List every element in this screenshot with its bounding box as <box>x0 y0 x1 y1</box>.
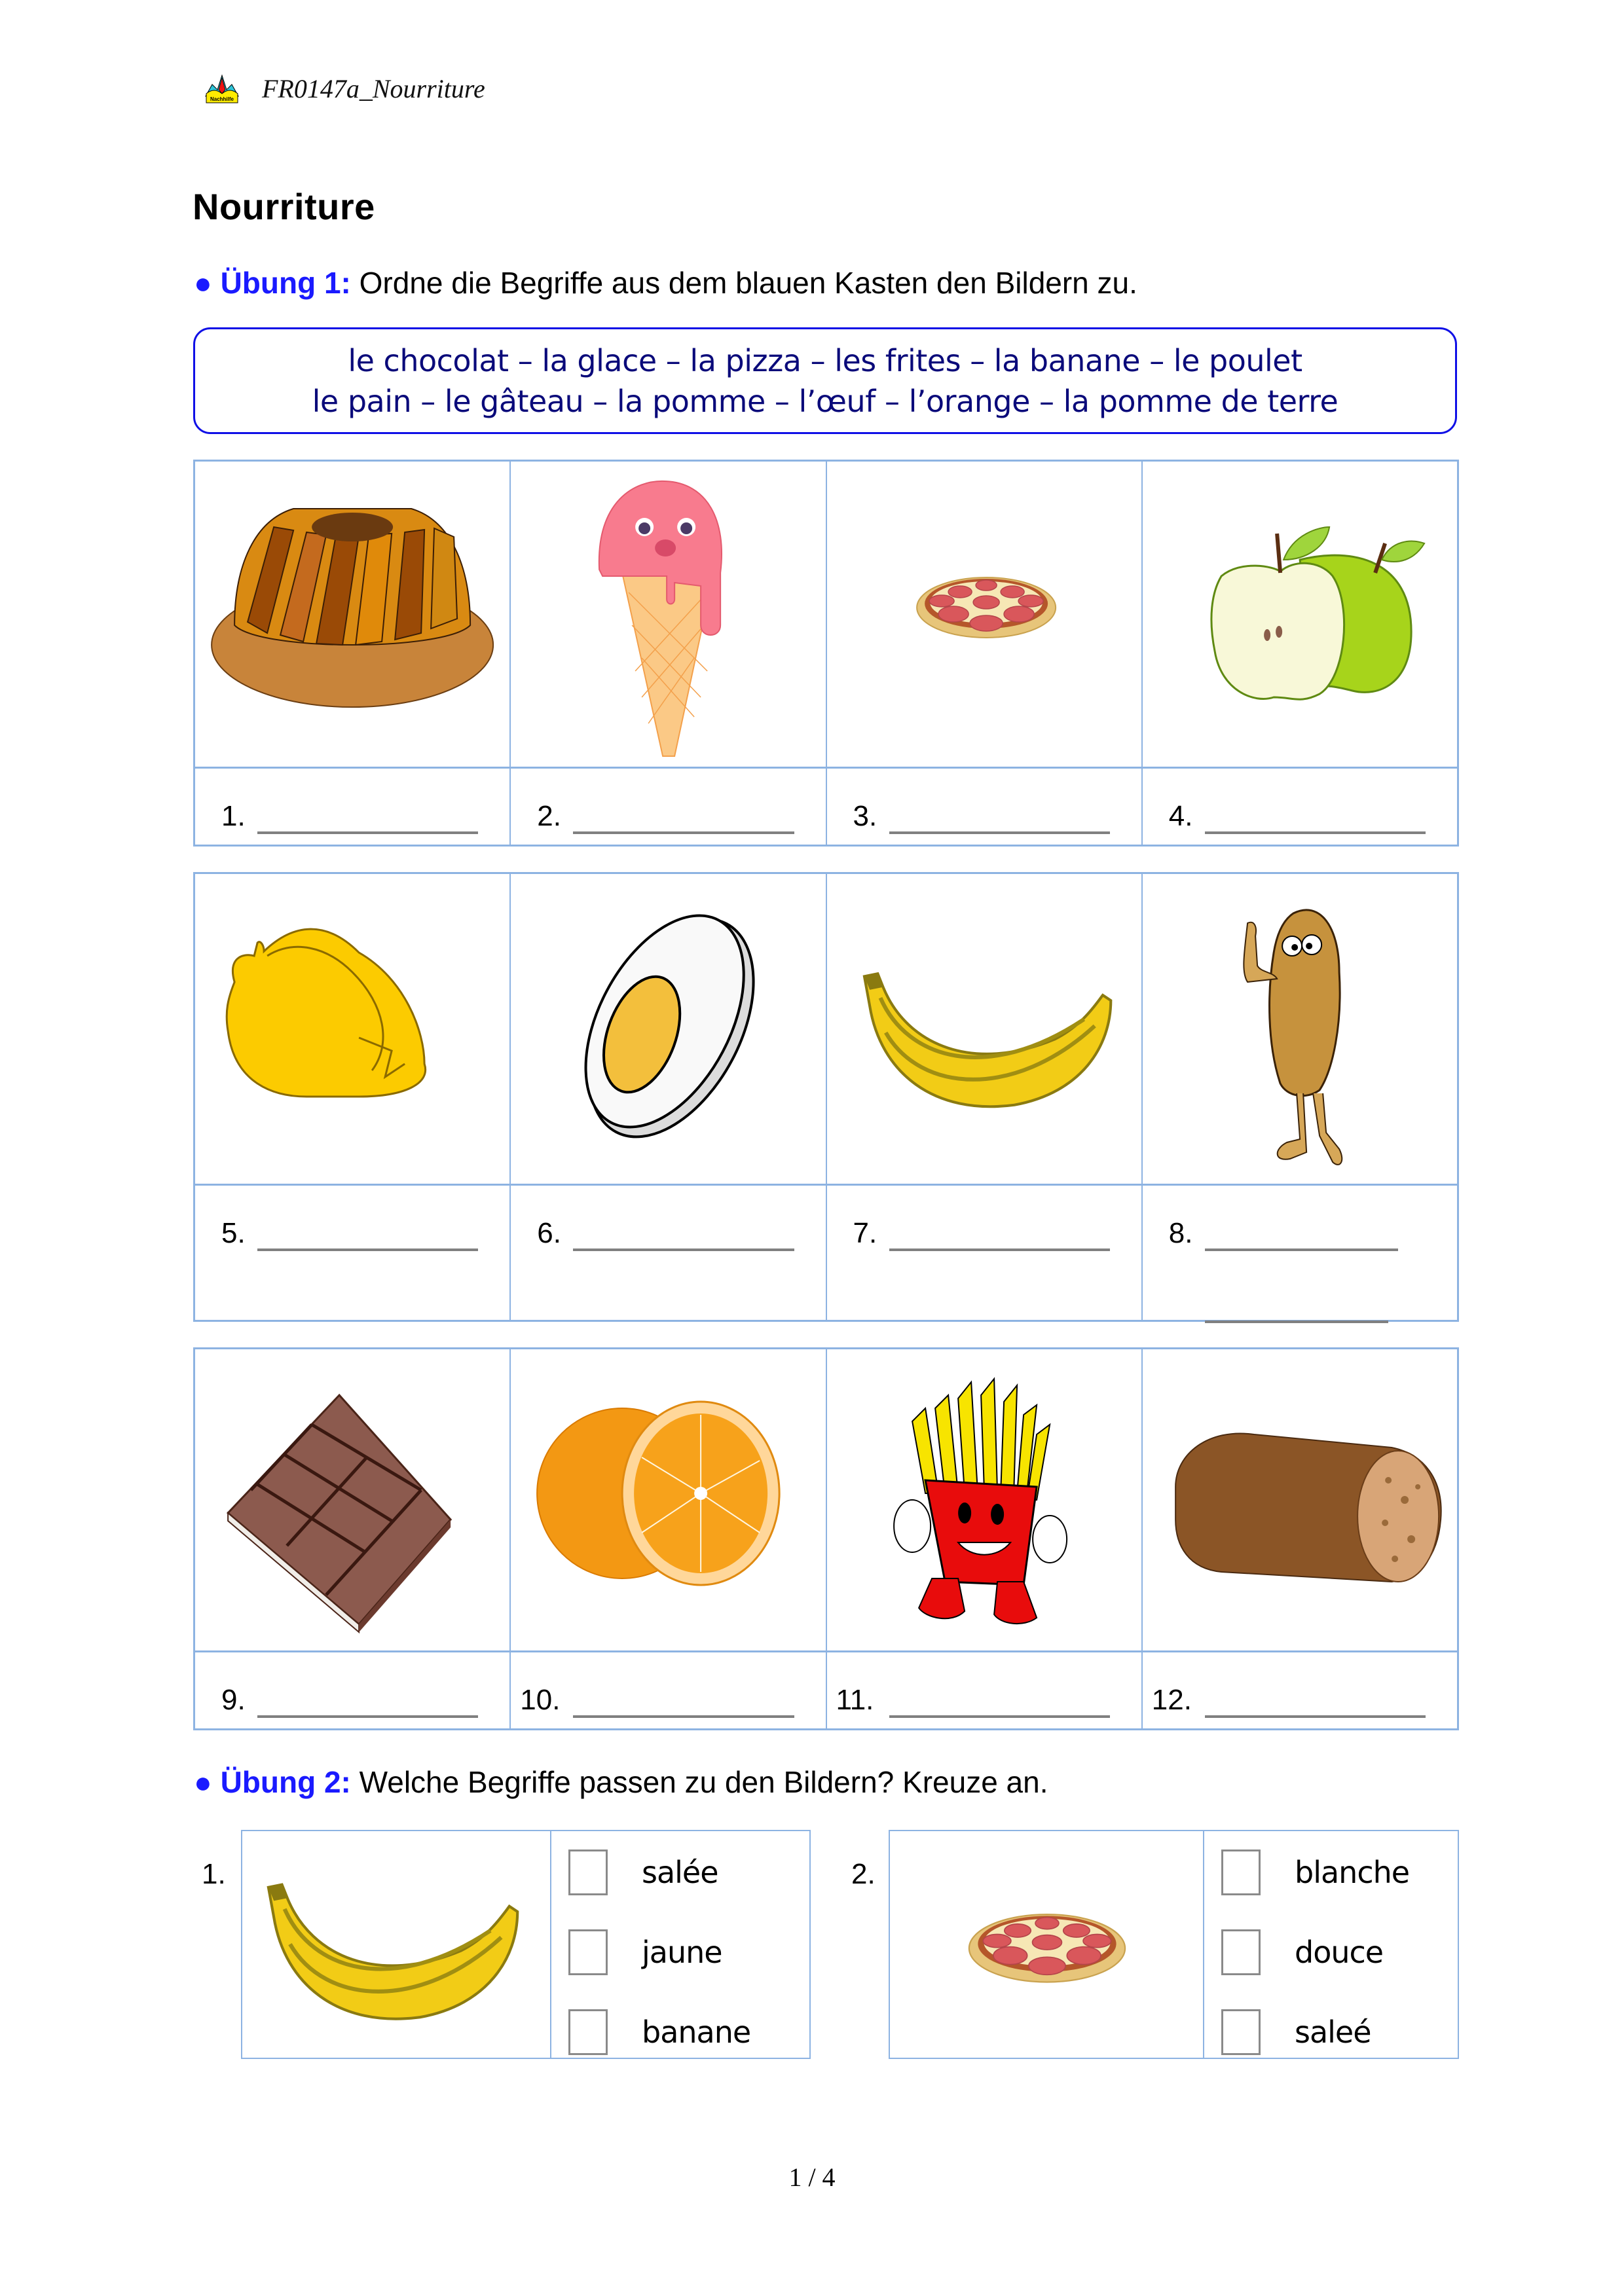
question-1-picture <box>242 1831 551 2058</box>
item-number: 4. <box>1168 800 1193 832</box>
option-label: salée <box>642 1855 718 1890</box>
question-2-picture <box>890 1831 1204 2058</box>
item-number: 12. <box>1151 1684 1192 1716</box>
option-label: douce <box>1295 1935 1384 1970</box>
answer-blank-7[interactable] <box>889 1248 1110 1251</box>
banana-icon <box>242 1831 550 2058</box>
picture-cell-7 <box>827 874 1143 1184</box>
item-number: 9. <box>221 1684 246 1716</box>
ice-cream-cone-icon <box>511 462 825 767</box>
picture-cell-9 <box>195 1349 511 1650</box>
answer-cell-12 <box>1143 1652 1457 1728</box>
answer-blank-5[interactable] <box>257 1248 478 1251</box>
option-salee-2[interactable] <box>1221 2009 1371 2055</box>
option-salee[interactable] <box>568 1850 718 1895</box>
answer-blank-3[interactable] <box>889 831 1110 834</box>
checkbox[interactable] <box>1221 2009 1261 2055</box>
checkbox[interactable] <box>568 1929 608 1975</box>
item-number: 8. <box>1168 1217 1193 1249</box>
option-label: jaune <box>642 1935 722 1970</box>
pizza-icon <box>827 462 1141 767</box>
picture-grid-3 <box>193 1347 1459 1730</box>
exercise1-label: Übung 1: <box>220 266 351 300</box>
green-apples-icon <box>1143 462 1457 767</box>
nachhilfe-logo <box>204 74 240 104</box>
pizza-icon <box>890 1831 1203 2058</box>
french-fries-character-icon <box>827 1349 1141 1650</box>
orange-icon <box>511 1349 825 1650</box>
item-number: 1. <box>221 800 246 832</box>
answer-blank-1[interactable] <box>257 831 478 834</box>
answer-cell-8 <box>1143 1186 1457 1320</box>
banana-icon <box>827 874 1141 1184</box>
answer-cell-7 <box>827 1186 1143 1320</box>
page-number: 1 / 4 <box>788 2162 836 2192</box>
option-douce[interactable] <box>1221 1929 1383 1975</box>
checkbox[interactable] <box>1221 1929 1261 1975</box>
bullet-icon: ● <box>194 266 212 300</box>
picture-cell-11 <box>827 1349 1143 1650</box>
checkbox[interactable] <box>568 2009 608 2055</box>
answer-cell-1 <box>195 769 511 845</box>
answer-blank-10[interactable] <box>573 1715 794 1718</box>
answer-blank-2[interactable] <box>573 831 794 834</box>
picture-cell-4 <box>1143 462 1457 767</box>
question-2-box <box>889 1830 1459 2059</box>
page-title: Nourriture <box>193 186 375 227</box>
answer-blank-11[interactable] <box>889 1715 1110 1718</box>
option-blanche[interactable] <box>1221 1850 1409 1895</box>
option-label: blanche <box>1295 1855 1410 1890</box>
question-1-options <box>551 1831 809 2058</box>
document-id: FR0147a_Nourriture <box>262 74 485 103</box>
exercise1-heading <box>194 265 1137 301</box>
item-number: 7. <box>853 1217 877 1249</box>
picture-grid-1 <box>193 460 1459 847</box>
chocolate-bar-icon <box>195 1349 509 1650</box>
option-jaune[interactable] <box>568 1929 722 1975</box>
answer-cell-6 <box>511 1186 826 1320</box>
answer-blank-9[interactable] <box>257 1715 478 1718</box>
question-1-box <box>241 1830 811 2059</box>
word-box <box>193 327 1457 434</box>
item-number: 2. <box>537 800 561 832</box>
svg-text:Nachhilfe: Nachhilfe <box>210 96 234 102</box>
item-number: 6. <box>537 1217 561 1249</box>
answer-blank-8b[interactable] <box>1205 1321 1388 1323</box>
option-label: banane <box>642 2014 751 2050</box>
question-number-1: 1. <box>202 1858 226 1890</box>
answer-blank-6[interactable] <box>573 1248 794 1251</box>
answer-cell-4 <box>1143 769 1457 845</box>
exercise2-label: Übung 2: <box>220 1765 351 1799</box>
picture-grid-2 <box>193 872 1459 1322</box>
potato-character-icon <box>1143 874 1457 1184</box>
option-label: saleé <box>1295 2014 1371 2050</box>
item-number: 11. <box>836 1684 874 1716</box>
picture-cell-10 <box>511 1349 826 1650</box>
answer-cell-10 <box>511 1652 826 1728</box>
picture-cell-12 <box>1143 1349 1457 1650</box>
answer-cell-5 <box>195 1186 511 1320</box>
gugelhupf-cake-icon <box>195 462 509 767</box>
picture-cell-3 <box>827 462 1143 767</box>
answer-blank-12[interactable] <box>1205 1715 1426 1718</box>
question-2-options <box>1204 1831 1458 2058</box>
answer-cell-3 <box>827 769 1143 845</box>
item-number: 5. <box>221 1217 246 1249</box>
word-box-line-2: le pain – le gâteau – la pomme – l’œuf – l’orange – la pomme de terre <box>312 383 1338 419</box>
exercise2-heading <box>194 1764 1048 1800</box>
bread-loaf-icon <box>1143 1349 1457 1650</box>
word-box-line-1: le chocolat – la glace – la pizza – les frites – la banane – le poulet <box>348 342 1302 378</box>
checkbox[interactable] <box>568 1850 608 1895</box>
answer-cell-2 <box>511 769 826 845</box>
boiled-egg-icon <box>511 874 825 1184</box>
exercise1-instruction: Ordne die Begriffe aus dem blauen Kasten den Bildern zu. <box>359 266 1137 300</box>
item-number: 10. <box>520 1684 561 1716</box>
picture-cell-8 <box>1143 874 1457 1184</box>
checkbox[interactable] <box>1221 1850 1261 1895</box>
picture-cell-1 <box>195 462 511 767</box>
picture-cell-2 <box>511 462 826 767</box>
item-number: 3. <box>853 800 877 832</box>
roast-chicken-icon <box>195 874 509 1184</box>
answer-blank-4[interactable] <box>1205 831 1426 834</box>
picture-cell-5 <box>195 874 511 1184</box>
answer-cell-9 <box>195 1652 511 1728</box>
option-banane[interactable] <box>568 2009 750 2055</box>
exercise2-instruction: Welche Begriffe passen zu den Bildern? Kreuze an. <box>359 1765 1048 1799</box>
bullet-icon: ● <box>194 1765 212 1799</box>
answer-cell-11 <box>827 1652 1143 1728</box>
answer-blank-8a[interactable] <box>1205 1248 1398 1251</box>
picture-cell-6 <box>511 874 826 1184</box>
question-number-2: 2. <box>851 1858 876 1890</box>
